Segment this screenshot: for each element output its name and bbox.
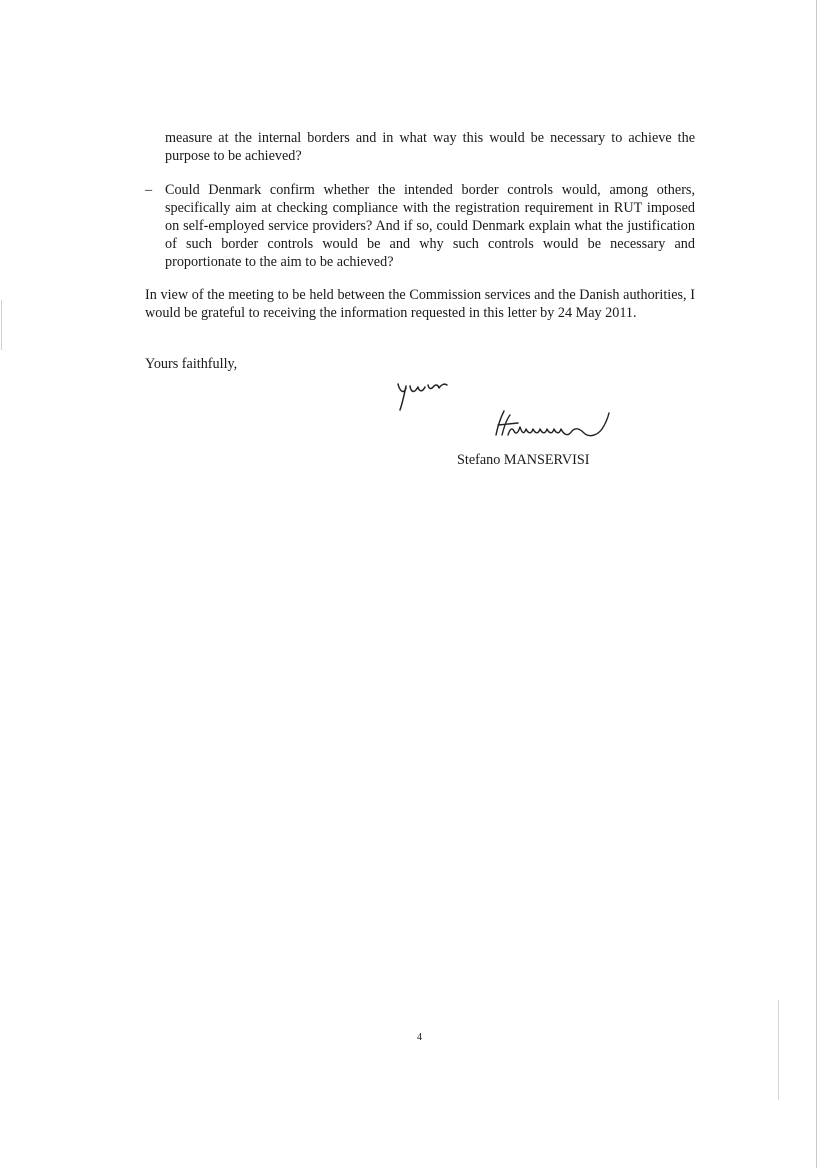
closing-salutation: Yours faithfully, xyxy=(145,356,238,372)
handwritten-signature xyxy=(488,405,628,450)
bullet-item xyxy=(145,181,695,271)
meeting-paragraph: In view of the meeting to be held between the Commission services and the Danish authorities, I would be grateful to receiving the information requested in this letter by 24 May 2011. xyxy=(145,287,695,321)
scan-edge xyxy=(778,1000,779,1100)
handwritten-initials xyxy=(392,372,462,412)
scan-edge xyxy=(816,0,817,1168)
bullet-dash: – xyxy=(145,182,153,198)
signatory-name: Stefano MANSERVISI xyxy=(457,452,590,468)
bullet-paragraph: Could Denmark confirm whether the intended border controls would, among others, specifically aim at checking compliance with the registration requirement in RUT imposed on self-employed service providers? And if so, could Denmark explain what the justification of such border controls would be and why such controls would be necessary and proportionate to the aim to be achieved? xyxy=(165,182,695,270)
page-number: 4 xyxy=(417,1032,422,1043)
continuation-paragraph: measure at the internal borders and in what way this would be necessary to achieve the purpose to be achieved? xyxy=(165,130,695,164)
scan-edge xyxy=(1,300,2,350)
